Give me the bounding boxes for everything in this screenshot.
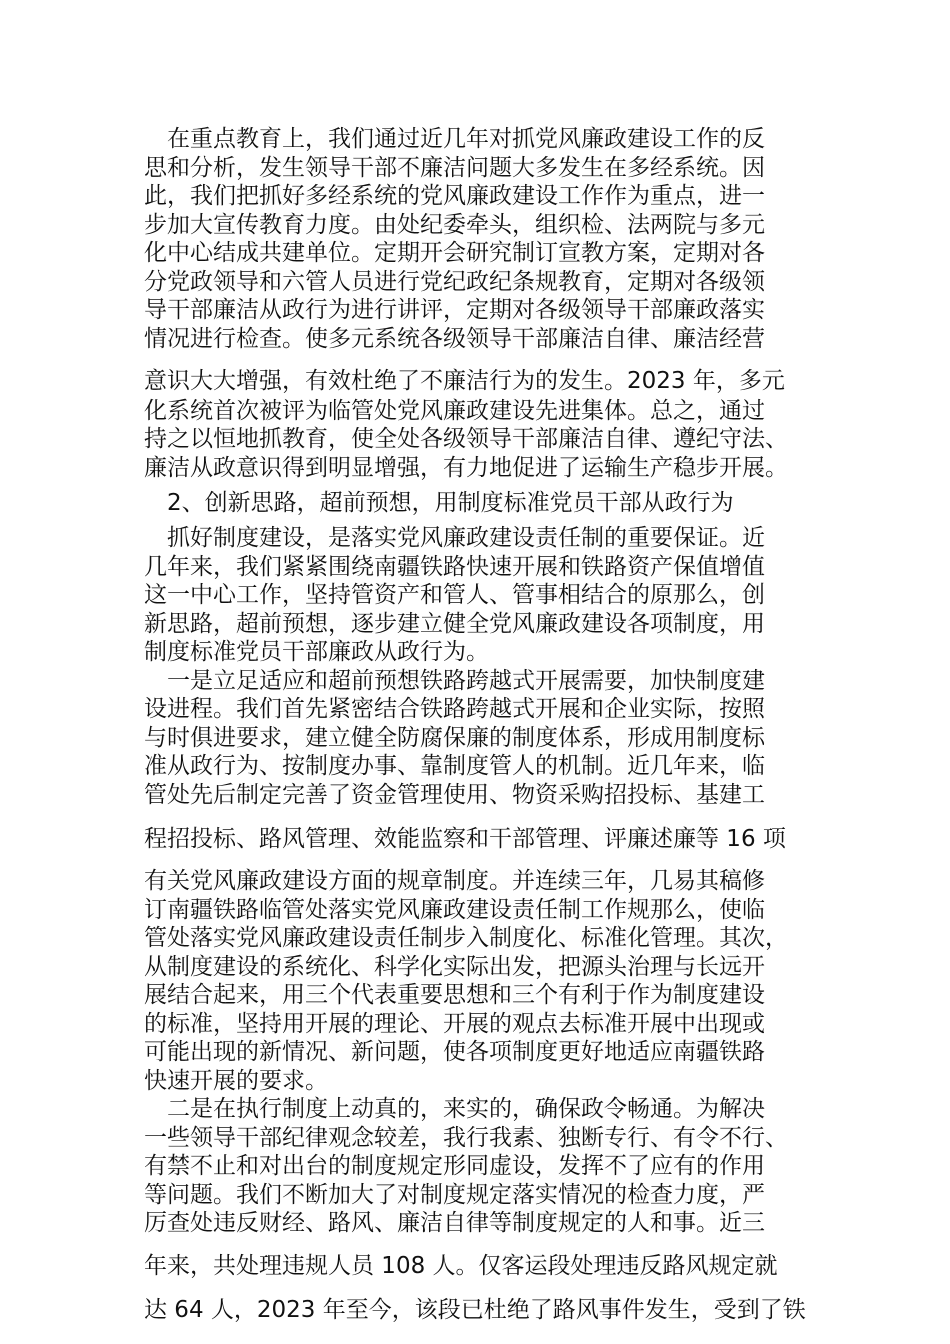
text-line: 步加大宣传教育力度。由处纪委牵头，组织检、法两院与多元 [144, 212, 765, 238]
text-line: 一是立足适应和超前预想铁路跨越式开展需要，加快制度建 [144, 668, 765, 694]
text-line: 在重点教育上，我们通过近几年对抓党风廉政建设工作的反 [144, 126, 765, 152]
text-line: 可能出现的新情况、新问题，使各项制度更好地适应南疆铁路 [144, 1039, 765, 1065]
text-line: 年来，共处理违规人员 108 人。仅客运段处理违反路风规定就 [144, 1253, 778, 1279]
text-line: 化系统首次被评为临管处党风廉政建设先进集体。总之，通过 [144, 398, 765, 424]
text-line: 有禁不止和对出台的制度规定形同虚设，发挥不了应有的作用 [144, 1153, 765, 1179]
text-line: 这一中心工作，坚持管资产和管人、管事相结合的原那么，创 [144, 582, 765, 608]
text-line: 与时俱进要求，建立健全防腐保廉的制度体系，形成用制度标 [144, 725, 765, 751]
text-line: 管处落实党风廉政建设责任制步入制度化、标准化管理。其次， [144, 925, 788, 951]
text-line: 订南疆铁路临管处落实党风廉政建设责任制工作规那么，使临 [144, 897, 765, 923]
text-line: 分党政领导和六管人员进行党纪政纪条规教育，定期对各级领 [144, 269, 765, 295]
text-line: 新思路，超前预想，逐步建立健全党风廉政建设各项制度，用 [144, 611, 765, 637]
text-line: 化中心结成共建单位。定期开会研究制订宣教方案，定期对各 [144, 240, 765, 266]
section-heading: 2、创新思路，超前预想，用制度标准党员干部从政行为 [144, 490, 734, 516]
text-line: 展结合起来，用三个代表重要思想和三个有利于作为制度建设 [144, 982, 765, 1008]
text-line: 持之以恒地抓教育，使全处各级领导干部廉洁自律、遵纪守法、 [144, 426, 788, 452]
text-line: 此，我们把抓好多经系统的党风廉政建设工作作为重点，进一 [144, 183, 765, 209]
text-line: 几年来，我们紧紧围绕南疆铁路快速开展和铁路资产保值增值 [144, 554, 765, 580]
text-line: 有关党风廉政建设方面的规章制度。并连续三年，几易其稿修 [144, 868, 765, 894]
text-line: 程招投标、路风管理、效能监察和干部管理、评廉述廉等 16 项 [144, 826, 786, 852]
text-line: 等问题。我们不断加大了对制度规定落实情况的检查力度，严 [144, 1182, 765, 1208]
text-line: 从制度建设的系统化、科学化实际出发，把源头治理与长远开 [144, 954, 765, 980]
text-line: 管处先后制定完善了资金管理使用、物资采购招投标、基建工 [144, 782, 765, 808]
text-line: 抓好制度建设，是落实党风廉政建设责任制的重要保证。近 [144, 525, 765, 551]
text-line: 快速开展的要求。 [144, 1068, 328, 1094]
text-line: 一些领导干部纪律观念较差，我行我素、独断专行、有令不行、 [144, 1125, 788, 1151]
text-line: 厉查处违反财经、路风、廉洁自律等制度规定的人和事。近三 [144, 1210, 765, 1236]
text-line: 设进程。我们首先紧密结合铁路跨越式开展和企业实际，按照 [144, 696, 765, 722]
text-line: 思和分析，发生领导干部不廉洁问题大多发生在多经系统。因 [144, 155, 765, 181]
text-line: 情况进行检查。使多元系统各级领导干部廉洁自律、廉洁经营 [144, 326, 765, 352]
text-line: 意识大大增强，有效杜绝了不廉洁行为的发生。2023 年，多元 [144, 368, 785, 394]
text-line: 导干部廉洁从政行为进行讲评，定期对各级领导干部廉政落实 [144, 297, 765, 323]
text-line: 二是在执行制度上动真的，来实的，确保政令畅通。为解决 [144, 1096, 765, 1122]
text-line: 准从政行为、按制度办事、靠制度管人的机制。近几年来，临 [144, 753, 765, 779]
text-line: 制度标准党员干部廉政从政行为。 [144, 639, 489, 665]
text-line: 的标准，坚持用开展的理论、开展的观点去标准开展中出现或 [144, 1011, 765, 1037]
text-line: 达 64 人，2023 年至今，该段已杜绝了路风事件发生，受到了铁 [144, 1297, 806, 1323]
text-line: 廉洁从政意识得到明显增强，有力地促进了运输生产稳步开展。 [144, 455, 788, 481]
